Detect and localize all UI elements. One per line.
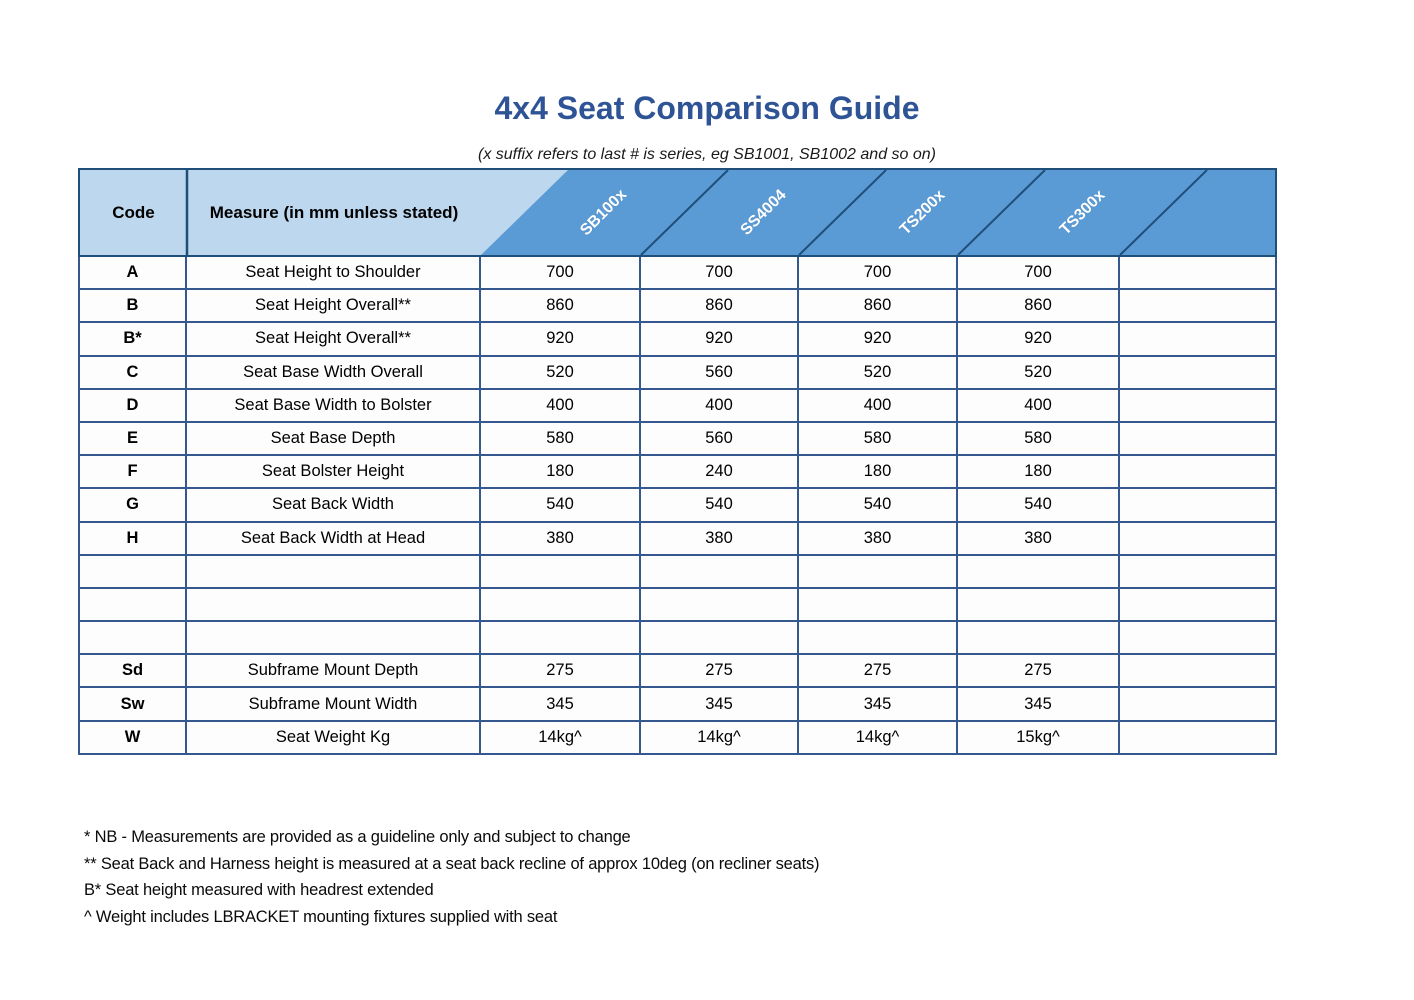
product-column-header-ss4004: SS4004 [737,186,790,239]
value-cell: 240 [640,455,798,488]
value-cell: 540 [957,488,1119,521]
value-cell: 580 [957,422,1119,455]
measure-cell: Seat Height Overall** [186,289,480,322]
value-cell: 180 [798,455,957,488]
measure-cell: Seat Bolster Height [186,455,480,488]
table-row [79,588,1276,621]
value-cell [798,555,957,588]
code-cell [79,555,186,588]
table-row [79,356,1276,389]
value-cell: 380 [798,522,957,555]
footnote-headrest: B* Seat height measured with headrest extended [84,881,434,899]
value-cell: 860 [957,289,1119,322]
value-cell [1119,621,1276,654]
value-cell: 560 [640,422,798,455]
table-row [79,455,1276,488]
table-row [79,654,1276,687]
measure-cell: Seat Base Width to Bolster [186,389,480,422]
value-cell: 380 [640,522,798,555]
footnotes [84,828,819,934]
measure-column-header: Measure (in mm unless stated) [209,202,459,222]
value-cell: 275 [640,654,798,687]
value-cell: 14kg^ [798,721,957,754]
code-cell: D [79,389,186,422]
value-cell: 14kg^ [480,721,640,754]
code-cell: Sw [79,687,186,720]
value-cell: 380 [957,522,1119,555]
value-cell [480,588,640,621]
value-cell: 520 [957,356,1119,389]
code-cell: B* [79,322,186,355]
value-cell [1119,389,1276,422]
value-cell: 345 [640,687,798,720]
comparison-table-body [79,256,1276,754]
value-cell: 700 [640,256,798,289]
value-cell: 180 [957,455,1119,488]
measure-cell: Seat Back Width at Head [186,522,480,555]
value-cell: 920 [480,322,640,355]
value-cell [640,588,798,621]
value-cell [480,555,640,588]
measure-cell: Seat Weight Kg [186,721,480,754]
measure-cell: Seat Height to Shoulder [186,256,480,289]
product-column-header-ts300x: TS300x [1056,186,1109,239]
table-row [79,621,1276,654]
table-row [79,555,1276,588]
value-cell [640,555,798,588]
measure-cell: Subframe Mount Width [186,687,480,720]
value-cell: 380 [480,522,640,555]
value-cell: 860 [480,289,640,322]
footnote-weight: ^ Weight includes LBRACKET mounting fixtures supplied with seat [84,907,558,926]
code-cell: H [79,522,186,555]
value-cell: 345 [480,687,640,720]
code-cell [79,588,186,621]
value-cell: 540 [480,488,640,521]
value-cell [1119,588,1276,621]
page-title: 4x4 Seat Comparison Guide [494,90,920,126]
value-cell [798,621,957,654]
table-row [79,721,1276,754]
code-column-header: Code [112,202,155,222]
code-cell [79,621,186,654]
value-cell: 14kg^ [640,721,798,754]
code-cell: E [79,422,186,455]
value-cell: 540 [640,488,798,521]
measure-cell [186,621,480,654]
table-row [79,422,1276,455]
value-cell [480,621,640,654]
comparison-table [78,168,1277,755]
table-row [79,256,1276,289]
measure-cell [186,555,480,588]
value-cell: 400 [798,389,957,422]
value-cell: 275 [957,654,1119,687]
code-cell: F [79,455,186,488]
footnote-recline: ** Seat Back and Harness height is measured at a seat back recline of approx 10deg (on recliner seats) [84,854,820,873]
product-column-header-sb100x: SB100x [577,186,631,240]
value-cell: 345 [798,687,957,720]
value-cell [1119,356,1276,389]
value-cell: 520 [798,356,957,389]
value-cell: 400 [957,389,1119,422]
value-cell: 580 [798,422,957,455]
value-cell [1119,488,1276,521]
value-cell [1119,555,1276,588]
value-cell: 275 [798,654,957,687]
value-cell: 700 [957,256,1119,289]
value-cell: 580 [480,422,640,455]
measurement-grid [78,255,1277,755]
code-cell: W [79,721,186,754]
value-cell: 860 [640,289,798,322]
table-row [79,522,1276,555]
code-cell: B [79,289,186,322]
measure-cell: Seat Base Depth [186,422,480,455]
value-cell: 520 [480,356,640,389]
value-cell [957,588,1119,621]
value-cell: 400 [480,389,640,422]
value-cell: 560 [640,356,798,389]
page-subtitle: (x suffix refers to last # is series, eg SB1001, SB1002 and so on) [477,146,936,163]
product-column-header-ts200x: TS200x [896,186,949,239]
footnote-guideline: * NB - Measurements are provided as a guideline only and subject to change [84,828,631,846]
value-cell: 180 [480,455,640,488]
measure-cell: Seat Base Width Overall [186,356,480,389]
measure-cell: Seat Height Overall** [186,322,480,355]
table-row [79,322,1276,355]
value-cell [1119,721,1276,754]
code-cell: G [79,488,186,521]
value-cell: 275 [480,654,640,687]
value-cell [1119,422,1276,455]
code-cell: A [79,256,186,289]
value-cell [957,555,1119,588]
table-row [79,289,1276,322]
value-cell [1119,687,1276,720]
value-cell: 920 [957,322,1119,355]
value-cell [1119,455,1276,488]
table-row [79,389,1276,422]
measure-cell: Subframe Mount Depth [186,654,480,687]
value-cell: 540 [798,488,957,521]
value-cell [640,621,798,654]
value-cell: 15kg^ [957,721,1119,754]
value-cell: 920 [798,322,957,355]
value-cell [1119,256,1276,289]
value-cell: 860 [798,289,957,322]
value-cell [798,588,957,621]
value-cell [1119,522,1276,555]
value-cell [1119,289,1276,322]
value-cell [1119,322,1276,355]
value-cell [957,621,1119,654]
measure-cell [186,588,480,621]
value-cell: 700 [798,256,957,289]
code-cell: C [79,356,186,389]
table-row [79,488,1276,521]
table-header [78,168,1277,257]
code-cell: Sd [79,654,186,687]
value-cell: 920 [640,322,798,355]
measure-cell: Seat Back Width [186,488,480,521]
value-cell [1119,654,1276,687]
value-cell: 345 [957,687,1119,720]
table-row [79,687,1276,720]
value-cell: 700 [480,256,640,289]
value-cell: 400 [640,389,798,422]
